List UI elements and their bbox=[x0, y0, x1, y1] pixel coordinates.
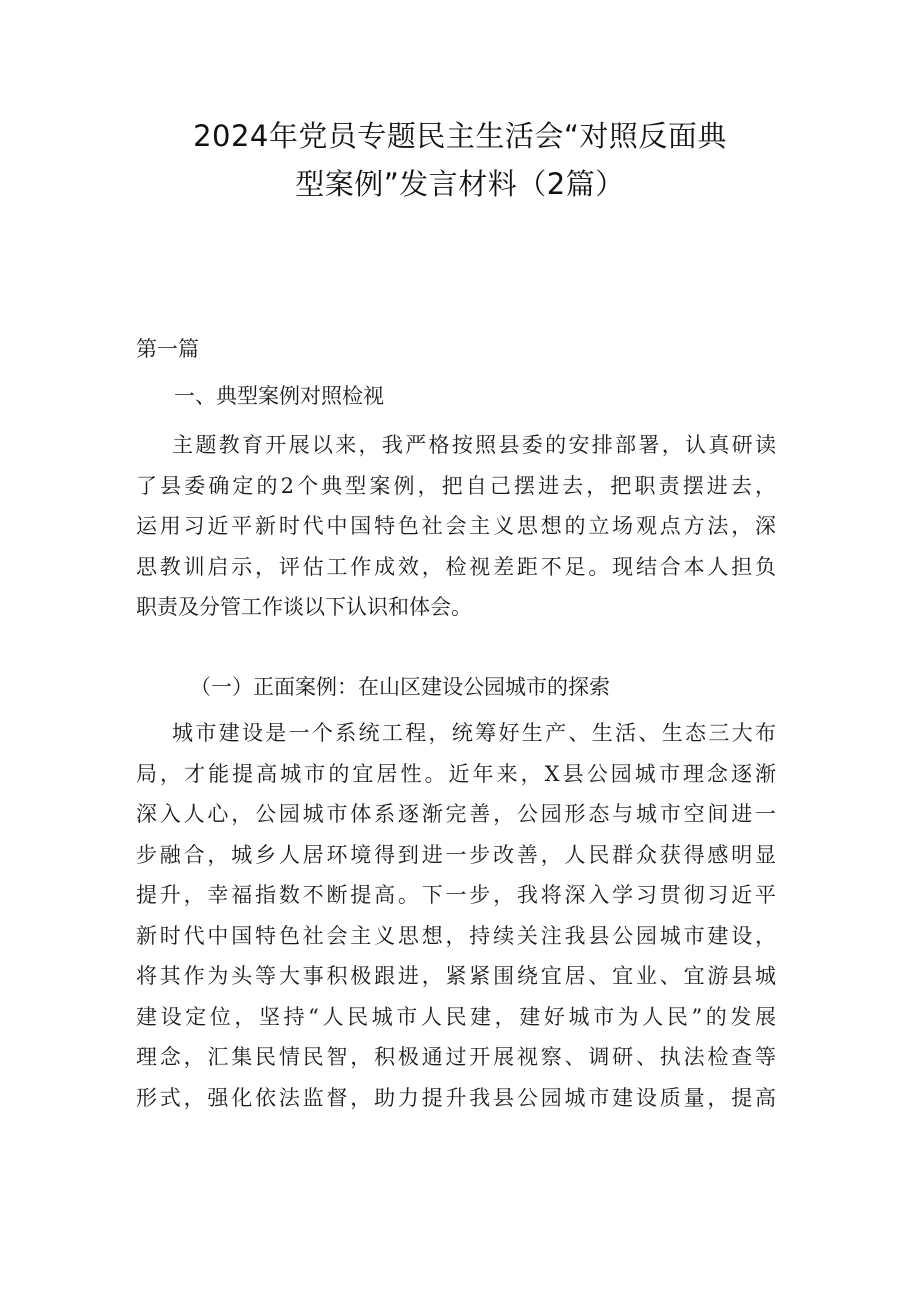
paragraph-1-line: 职责及分管工作谈以下认识和体会。 bbox=[136, 595, 472, 619]
section-heading-1: 一、典型案例对照检视 bbox=[174, 384, 384, 408]
paragraph-2-line: 城市建设是一个系统工程，统筹好生产、生活、生态三大布 bbox=[172, 721, 776, 745]
paragraph-2-line: 理念，汇集民情民智，积极通过开展视察、调研、执法检查等 bbox=[136, 1045, 776, 1069]
paragraph-2-line: 提升，幸福指数不断提高。下一步，我将深入学习贯彻习近平 bbox=[136, 883, 776, 907]
paragraph-2-line: 建设定位，坚持“人民城市人民建，建好城市为人民”的发展 bbox=[136, 1004, 776, 1029]
paragraph-1-line: 了县委确定的2个典型案例，把自己摆进去，把职责摆进去， bbox=[136, 473, 776, 498]
section-heading-2: （一）正面案例：在山区建设公园城市的探索 bbox=[190, 675, 610, 699]
title-line-2: 型案例”发言材料（2篇） bbox=[295, 167, 625, 201]
paragraph-1 bbox=[136, 425, 776, 628]
paragraph-2-line: 局，才能提高城市的宜居性。近年来，X县公园城市理念逐渐 bbox=[136, 761, 776, 786]
document-title bbox=[100, 112, 820, 208]
paragraph-2 bbox=[136, 713, 776, 1118]
paragraph-2-line: 步融合，城乡人居环境得到进一步改善，人民群众获得感明显 bbox=[136, 842, 776, 867]
section-label: 第一篇 bbox=[136, 337, 199, 361]
paragraph-1-line: 运用习近平新时代中国特色社会主义思想的立场观点方法，深 bbox=[136, 514, 776, 538]
paragraph-2-line: 深入人心，公园城市体系逐渐完善，公园形态与城市空间进一 bbox=[136, 802, 776, 826]
title-line-1: 2024年党员专题民主生活会“对照反面典 bbox=[193, 119, 727, 153]
paragraph-2-line: 形式，强化依法监督，助力提升我县公园城市建设质量，提高 bbox=[136, 1085, 776, 1110]
paragraph-1-line: 思教训启示，评估工作成效，检视差距不足。现结合本人担负 bbox=[136, 554, 776, 579]
paragraph-2-line: 新时代中国特色社会主义思想，持续关注我县公园城市建设， bbox=[136, 923, 776, 948]
paragraph-2-line: 将其作为头等大事积极跟进，紧紧围绕宜居、宜业、宜游县城 bbox=[136, 964, 776, 988]
paragraph-1-line: 主题教育开展以来，我严格按照县委的安排部署，认真研读 bbox=[172, 433, 776, 457]
